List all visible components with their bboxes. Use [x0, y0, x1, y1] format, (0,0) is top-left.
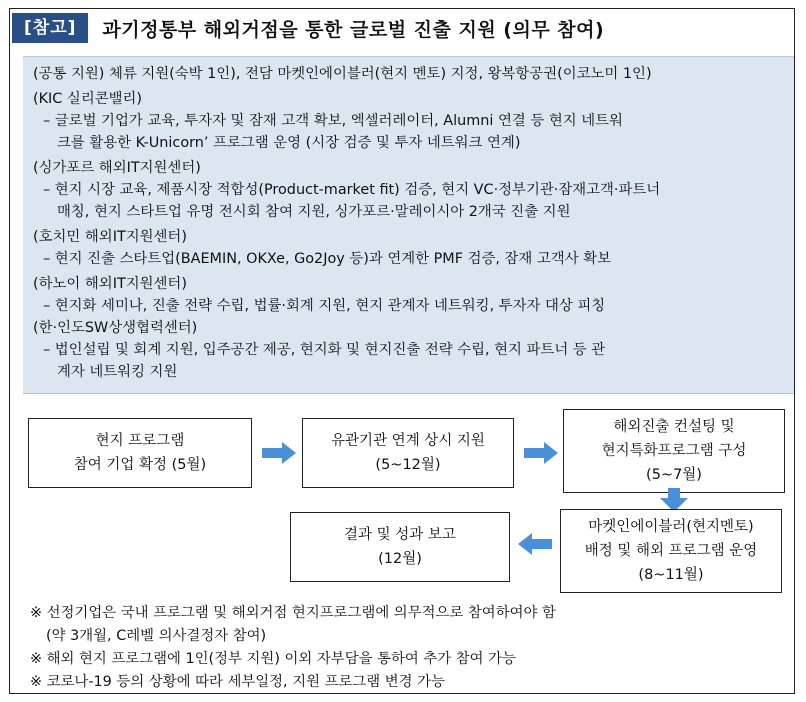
note-mandatory: ※ 선정기업은 국내 프로그램 및 해외거점 현지프로그램에 의무적으로 참여하여야 함 — [30, 605, 556, 621]
note-mandatory-detail: (약 3개월, C레벨 의사결정자 참여) — [46, 628, 267, 644]
arrow-right-icon — [524, 442, 558, 464]
note-covid: ※ 코로나-19 등의 상황에 따라 세부일정, 지원 프로그램 변경 가능 — [30, 674, 445, 690]
step1-line1: 현지 프로그램 — [95, 433, 185, 449]
step5-line2: (12월) — [378, 551, 422, 567]
india-detail-2: 계자 네트워킹 지원 — [57, 364, 178, 380]
kic-heading: (KIC 실리콘밸리) — [33, 91, 143, 107]
step3-line1: 해외진출 컨설팅 및 — [613, 419, 735, 435]
kic-detail-2: 크를 활용한 K-Unicorn’ 프로그램 운영 (시장 검증 및 투자 네트워크 연계) — [57, 135, 521, 151]
step4-line3: (8~11월) — [638, 567, 704, 583]
india-detail-1: – 법인설립 및 회계 지원, 입주공간 제공, 현지화 및 현지진출 전략 수립, 현지 파트너 등 관 — [43, 342, 606, 358]
hochiminh-heading: (호치민 해외IT지원센터) — [33, 229, 187, 245]
step4-line1: 마켓인에이블러(현지멘토) — [588, 519, 754, 535]
arrow-shape — [262, 442, 296, 464]
hanoi-detail-1: – 현지화 세미나, 진출 전략 수립, 법률·회계 지원, 현지 관계자 네트워킹, 투자자 대상 피칭 — [43, 298, 606, 314]
india-heading: (한·인도SW상생협력센터) — [33, 320, 198, 336]
kic-detail-1: – 글로벌 기업가 교육, 투자자 및 잠재 고객 확보, 엑셀러레이터, Alumni 연결 등 현지 네트워 — [43, 113, 623, 129]
flow-step-mentor-program — [560, 509, 782, 593]
section-title: 과기정통부 해외거점을 통한 글로벌 진출 지원 (의무 참여) — [102, 18, 605, 41]
singapore-heading: (싱가포르 해외IT지원센터) — [33, 160, 201, 176]
arrow-right-icon — [262, 442, 296, 464]
flow-step-report — [290, 512, 510, 582]
step3-line3: (5~7월) — [646, 467, 702, 483]
step2-line2: (5~12월) — [375, 457, 441, 473]
flow-step-confirm-companies — [28, 418, 252, 488]
step1-line2: 참여 기업 확정 (5월) — [73, 457, 207, 473]
support-info-panel — [23, 56, 794, 394]
arrow-shape — [518, 533, 552, 555]
hanoi-heading: (하노이 해외IT지원센터) — [33, 276, 187, 292]
notes-section — [30, 602, 556, 694]
hochiminh-detail-1: – 현지 진출 스타트업(BAEMIN, OKXe, Go2Joy 등)과 연계한 PMF 검증, 잠재 고객사 확보 — [43, 251, 611, 267]
step5-line1: 결과 및 성과 보고 — [344, 527, 456, 543]
note-additional: ※ 해외 현지 프로그램에 1인(정부 지원) 이외 자부담을 통하여 추가 참여 가능 — [30, 651, 516, 667]
section-header — [12, 12, 604, 44]
step4-line2: 배정 및 해외 프로그램 운영 — [584, 543, 758, 559]
flow-step-agency-support — [302, 418, 514, 488]
common-support: (공통 지원) 체류 지원(숙박 1인), 전담 마켓인에이블러(현지 멘토) 지정, 왕복항공권(이코노미 1인) — [33, 66, 652, 82]
singapore-detail-1: – 현지 시장 교육, 제품시장 적합성(Product-market fit) 검증, 현지 VC·정부기관·잠재고객·파트너 — [43, 182, 661, 198]
step2-line1: 유관기관 연계 상시 지원 — [331, 433, 485, 449]
arrow-shape — [524, 442, 558, 464]
flow-step-consulting — [563, 409, 785, 493]
arrow-left-icon — [518, 533, 552, 555]
reference-tag: [참고] — [12, 13, 88, 43]
step3-line2: 현지특화프로그램 구성 — [601, 443, 747, 459]
singapore-detail-2: 매칭, 현지 스타트업 유명 전시회 참여 지원, 싱가포르·말레이시아 2개국 진출 지원 — [57, 204, 571, 220]
